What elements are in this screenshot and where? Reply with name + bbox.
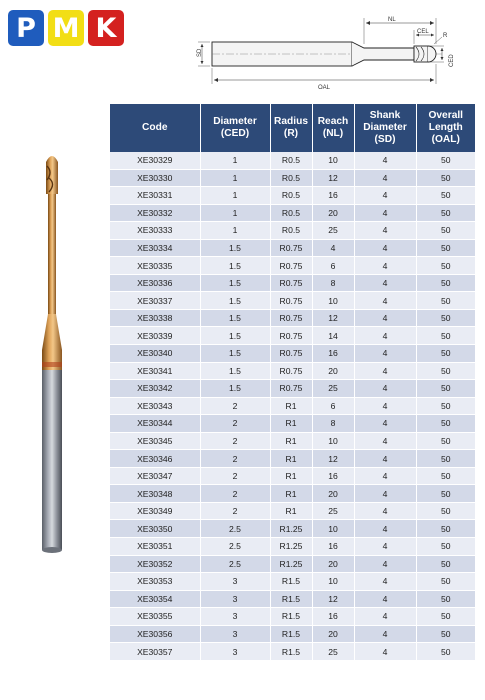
pmk-logo xyxy=(8,10,124,46)
diameter-cell: 1.5 xyxy=(200,239,270,257)
code-cell: XE30336 xyxy=(110,274,200,292)
code-cell: XE30344 xyxy=(110,415,200,433)
diameter-cell: 1 xyxy=(200,204,270,222)
table-row xyxy=(110,345,475,363)
length-cell: 50 xyxy=(416,502,475,520)
diameter-cell: 2 xyxy=(200,397,270,415)
header-row xyxy=(110,104,475,152)
shank-cell: 4 xyxy=(354,292,416,310)
table-row xyxy=(110,485,475,503)
reach-cell: 8 xyxy=(312,274,354,292)
reach-cell: 12 xyxy=(312,450,354,468)
length-cell: 50 xyxy=(416,520,475,538)
code-cell: XE30351 xyxy=(110,538,200,556)
table-row xyxy=(110,222,475,240)
diameter-cell: 2.5 xyxy=(200,555,270,573)
diameter-cell: 2 xyxy=(200,485,270,503)
radius-cell: R1.5 xyxy=(270,643,312,661)
code-cell: XE30352 xyxy=(110,555,200,573)
radius-cell: R1 xyxy=(270,397,312,415)
reach-cell: 14 xyxy=(312,327,354,345)
cel-label: CEL xyxy=(417,29,429,35)
radius-cell: R0.75 xyxy=(270,257,312,275)
header-line: (SD) xyxy=(374,134,396,145)
header-radius xyxy=(270,104,312,152)
radius-cell: R0.5 xyxy=(270,204,312,222)
shank-cell: 4 xyxy=(354,573,416,591)
table-row xyxy=(110,397,475,415)
table-row xyxy=(110,309,475,327)
reach-cell: 16 xyxy=(312,187,354,205)
reach-cell: 20 xyxy=(312,625,354,643)
length-cell: 50 xyxy=(416,485,475,503)
length-cell: 50 xyxy=(416,538,475,556)
reach-cell: 6 xyxy=(312,397,354,415)
radius-cell: R1 xyxy=(270,502,312,520)
table-row xyxy=(110,502,475,520)
length-cell: 50 xyxy=(416,204,475,222)
length-cell: 50 xyxy=(416,222,475,240)
code-cell: XE30349 xyxy=(110,502,200,520)
radius-cell: R0.5 xyxy=(270,169,312,187)
code-cell: XE30347 xyxy=(110,467,200,485)
code-cell: XE30343 xyxy=(110,397,200,415)
shank-cell: 4 xyxy=(354,538,416,556)
code-cell: XE30353 xyxy=(110,573,200,591)
radius-cell: R0.75 xyxy=(270,309,312,327)
diameter-cell: 1 xyxy=(200,222,270,240)
table-row xyxy=(110,274,475,292)
radius-cell: R1.5 xyxy=(270,573,312,591)
diameter-cell: 3 xyxy=(200,590,270,608)
reach-cell: 10 xyxy=(312,573,354,591)
shank-cell: 4 xyxy=(354,625,416,643)
length-cell: 50 xyxy=(416,590,475,608)
header-shank-diameter xyxy=(354,104,416,152)
code-cell: XE30355 xyxy=(110,608,200,626)
length-cell: 50 xyxy=(416,380,475,398)
header-line: (CED) xyxy=(220,128,250,139)
diameter-cell: 2.5 xyxy=(200,520,270,538)
reach-cell: 12 xyxy=(312,309,354,327)
diameter-cell: 3 xyxy=(200,625,270,643)
length-cell: 50 xyxy=(416,292,475,310)
header-line: Shank xyxy=(369,110,401,121)
length-cell: 50 xyxy=(416,625,475,643)
shank-cell: 4 xyxy=(354,502,416,520)
length-cell: 50 xyxy=(416,274,475,292)
header-line: (OAL) xyxy=(431,134,460,145)
radius-cell: R0.5 xyxy=(270,222,312,240)
table-row xyxy=(110,432,475,450)
code-cell: XE30338 xyxy=(110,309,200,327)
reach-cell: 25 xyxy=(312,643,354,661)
table-row xyxy=(110,573,475,591)
table-row xyxy=(110,590,475,608)
reach-cell: 16 xyxy=(312,345,354,363)
radius-cell: R1 xyxy=(270,450,312,468)
reach-cell: 8 xyxy=(312,415,354,433)
code-cell: XE30331 xyxy=(110,187,200,205)
header-reach xyxy=(312,104,354,152)
table-row xyxy=(110,415,475,433)
diameter-cell: 3 xyxy=(200,608,270,626)
shank-cell: 4 xyxy=(354,450,416,468)
logo-p-tile: P xyxy=(8,10,44,46)
length-cell: 50 xyxy=(416,187,475,205)
code-cell: XE30332 xyxy=(110,204,200,222)
shank-cell: 4 xyxy=(354,643,416,661)
code-cell: XE30334 xyxy=(110,239,200,257)
diameter-cell: 2 xyxy=(200,502,270,520)
shank-cell: 4 xyxy=(354,169,416,187)
header-line: Overall xyxy=(428,110,464,121)
table-row xyxy=(110,362,475,380)
radius-cell: R0.5 xyxy=(270,187,312,205)
code-cell: XE30330 xyxy=(110,169,200,187)
radius-cell: R1 xyxy=(270,415,312,433)
code-cell: XE30356 xyxy=(110,625,200,643)
table-row xyxy=(110,625,475,643)
radius-cell: R1.25 xyxy=(270,538,312,556)
radius-cell: R1.5 xyxy=(270,625,312,643)
code-cell: XE30350 xyxy=(110,520,200,538)
code-cell: XE30346 xyxy=(110,450,200,468)
reach-cell: 16 xyxy=(312,608,354,626)
shank-cell: 4 xyxy=(354,485,416,503)
diameter-cell: 1.5 xyxy=(200,257,270,275)
diameter-cell: 1.5 xyxy=(200,380,270,398)
diameter-cell: 2 xyxy=(200,432,270,450)
reach-cell: 25 xyxy=(312,222,354,240)
code-cell: XE30357 xyxy=(110,643,200,661)
shank-cell: 4 xyxy=(354,380,416,398)
diameter-cell: 1.5 xyxy=(200,274,270,292)
code-cell: XE30337 xyxy=(110,292,200,310)
length-cell: 50 xyxy=(416,152,475,169)
length-cell: 50 xyxy=(416,467,475,485)
oal-label: OAL xyxy=(318,85,331,91)
sd-label: SD xyxy=(197,48,203,57)
reach-cell: 10 xyxy=(312,152,354,169)
diameter-cell: 1 xyxy=(200,152,270,169)
shank-cell: 4 xyxy=(354,362,416,380)
length-cell: 50 xyxy=(416,397,475,415)
radius-cell: R1.5 xyxy=(270,590,312,608)
logo-m-tile: M xyxy=(48,10,84,46)
reach-cell: 10 xyxy=(312,292,354,310)
shank-cell: 4 xyxy=(354,239,416,257)
diameter-cell: 2 xyxy=(200,450,270,468)
reach-cell: 6 xyxy=(312,257,354,275)
code-cell: XE30341 xyxy=(110,362,200,380)
table-row xyxy=(110,204,475,222)
radius-cell: R1 xyxy=(270,485,312,503)
length-cell: 50 xyxy=(416,345,475,363)
reach-cell: 16 xyxy=(312,467,354,485)
diameter-cell: 3 xyxy=(200,643,270,661)
radius-cell: R0.75 xyxy=(270,327,312,345)
shank-cell: 4 xyxy=(354,345,416,363)
end-mill-photo xyxy=(22,150,82,560)
reach-cell: 16 xyxy=(312,538,354,556)
table-row xyxy=(110,152,475,169)
diameter-cell: 2 xyxy=(200,415,270,433)
header-line: (NL) xyxy=(322,128,344,139)
code-cell: XE30329 xyxy=(110,152,200,169)
diameter-cell: 1 xyxy=(200,169,270,187)
header-line: Diameter xyxy=(363,122,407,133)
code-cell: XE30354 xyxy=(110,590,200,608)
length-cell: 50 xyxy=(416,239,475,257)
radius-cell: R0.75 xyxy=(270,292,312,310)
shank-cell: 4 xyxy=(354,274,416,292)
diameter-cell: 1.5 xyxy=(200,309,270,327)
shank-cell: 4 xyxy=(354,415,416,433)
shank-cell: 4 xyxy=(354,222,416,240)
header-line: Reach xyxy=(317,116,349,127)
diameter-cell: 1 xyxy=(200,187,270,205)
reach-cell: 20 xyxy=(312,555,354,573)
radius-cell: R1 xyxy=(270,432,312,450)
shank-cell: 4 xyxy=(354,432,416,450)
code-cell: XE30339 xyxy=(110,327,200,345)
length-cell: 50 xyxy=(416,432,475,450)
diameter-cell: 2 xyxy=(200,467,270,485)
length-cell: 50 xyxy=(416,608,475,626)
r-label: R xyxy=(443,33,448,39)
reach-cell: 20 xyxy=(312,362,354,380)
shank-cell: 4 xyxy=(354,467,416,485)
reach-cell: 10 xyxy=(312,520,354,538)
header-line: Diameter xyxy=(213,116,257,127)
table-row xyxy=(110,187,475,205)
diameter-cell: 1.5 xyxy=(200,292,270,310)
shank-cell: 4 xyxy=(354,257,416,275)
length-cell: 50 xyxy=(416,555,475,573)
nl-label: NL xyxy=(388,17,396,23)
shank-cell: 4 xyxy=(354,555,416,573)
table-row xyxy=(110,169,475,187)
radius-cell: R0.75 xyxy=(270,345,312,363)
reach-cell: 10 xyxy=(312,432,354,450)
header-line: Radius xyxy=(274,116,308,127)
shank-cell: 4 xyxy=(354,520,416,538)
length-cell: 50 xyxy=(416,362,475,380)
length-cell: 50 xyxy=(416,169,475,187)
ball-end-mill-dimension-drawing xyxy=(192,14,454,92)
table-row xyxy=(110,292,475,310)
header-line: Length xyxy=(428,122,463,133)
table-row xyxy=(110,327,475,345)
code-cell: XE30333 xyxy=(110,222,200,240)
table-row xyxy=(110,467,475,485)
table-row xyxy=(110,608,475,626)
radius-cell: R0.75 xyxy=(270,239,312,257)
diameter-cell: 3 xyxy=(200,573,270,591)
shank-cell: 4 xyxy=(354,327,416,345)
table-row xyxy=(110,257,475,275)
reach-cell: 12 xyxy=(312,590,354,608)
specification-table xyxy=(110,104,475,661)
length-cell: 50 xyxy=(416,309,475,327)
table-row xyxy=(110,520,475,538)
radius-cell: R1 xyxy=(270,467,312,485)
radius-cell: R1.25 xyxy=(270,520,312,538)
length-cell: 50 xyxy=(416,573,475,591)
diameter-cell: 2.5 xyxy=(200,538,270,556)
code-cell: XE30342 xyxy=(110,380,200,398)
diameter-cell: 1.5 xyxy=(200,327,270,345)
shank-cell: 4 xyxy=(354,187,416,205)
code-cell: XE30340 xyxy=(110,345,200,363)
header-line: Code xyxy=(142,122,168,133)
length-cell: 50 xyxy=(416,643,475,661)
reach-cell: 25 xyxy=(312,502,354,520)
radius-cell: R0.75 xyxy=(270,362,312,380)
radius-cell: R0.75 xyxy=(270,274,312,292)
radius-cell: R1.25 xyxy=(270,555,312,573)
header-line: (R) xyxy=(283,128,299,139)
length-cell: 50 xyxy=(416,257,475,275)
shank-cell: 4 xyxy=(354,397,416,415)
reach-cell: 20 xyxy=(312,204,354,222)
reach-cell: 25 xyxy=(312,380,354,398)
length-cell: 50 xyxy=(416,450,475,468)
radius-cell: R0.5 xyxy=(270,152,312,169)
reach-cell: 12 xyxy=(312,169,354,187)
shank-cell: 4 xyxy=(354,152,416,169)
reach-cell: 4 xyxy=(312,239,354,257)
table-row xyxy=(110,239,475,257)
diameter-cell: 1.5 xyxy=(200,345,270,363)
code-cell: XE30348 xyxy=(110,485,200,503)
table-row xyxy=(110,643,475,661)
radius-cell: R0.75 xyxy=(270,380,312,398)
shank-cell: 4 xyxy=(354,590,416,608)
shank-cell: 4 xyxy=(354,608,416,626)
header-code xyxy=(110,104,200,152)
shank-cell: 4 xyxy=(354,204,416,222)
table-row xyxy=(110,450,475,468)
logo-k-tile: K xyxy=(88,10,124,46)
reach-cell: 20 xyxy=(312,485,354,503)
header-diameter xyxy=(200,104,270,152)
code-cell: XE30335 xyxy=(110,257,200,275)
shank-cell: 4 xyxy=(354,309,416,327)
table-row xyxy=(110,538,475,556)
length-cell: 50 xyxy=(416,415,475,433)
table-row xyxy=(110,555,475,573)
length-cell: 50 xyxy=(416,327,475,345)
code-cell: XE30345 xyxy=(110,432,200,450)
ced-label: CED xyxy=(449,54,455,67)
header-overall-length xyxy=(416,104,475,152)
diameter-cell: 1.5 xyxy=(200,362,270,380)
table-row xyxy=(110,380,475,398)
radius-cell: R1.5 xyxy=(270,608,312,626)
